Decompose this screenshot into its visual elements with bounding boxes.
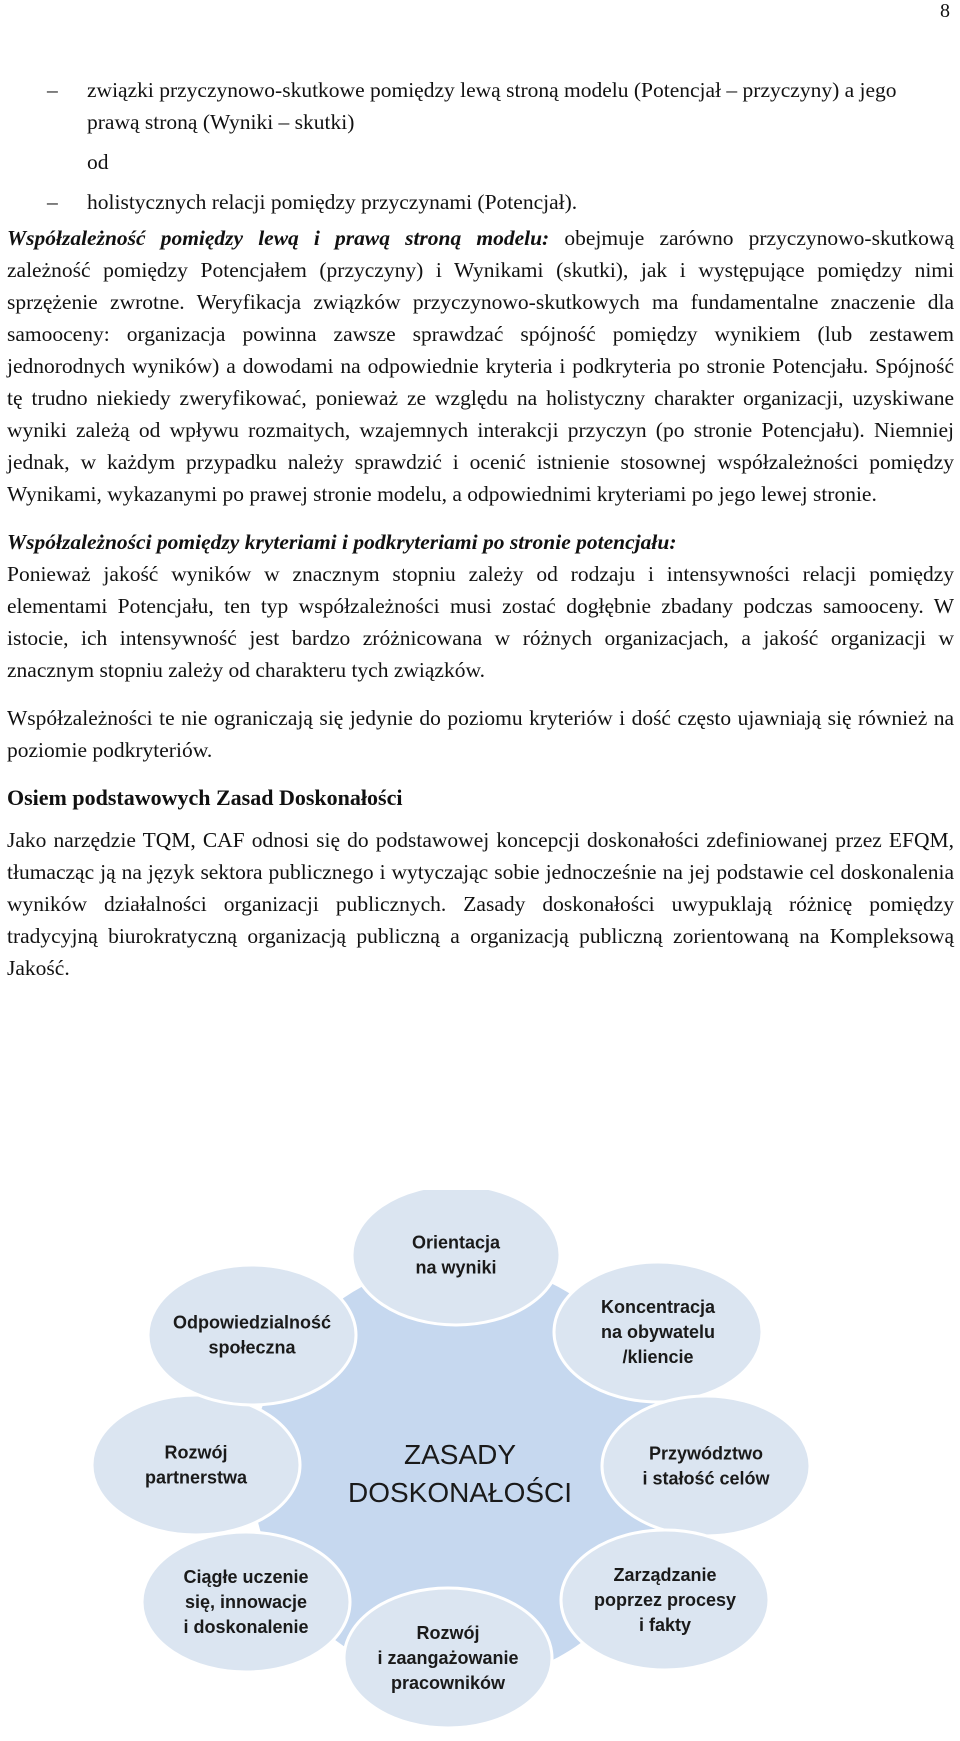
paragraph-text: Ponieważ jakość wyników w znacznym stopniu zależy od rodzaju i intensywności relacji pomiędzy elementami Potencjału, ten typ współzależności musi zostać dogłębnie zbadany podczas samooceny. W istocie, ich intensywność jest bardzo zróżnicowana w różnych organizacjach, a jakość organizacji w znacznym stopniu zależy od charakteru tych związków. bbox=[7, 562, 954, 682]
principle-label: i fakty bbox=[638, 1615, 692, 1635]
paragraph-model-sides bbox=[7, 222, 954, 510]
principle-node bbox=[148, 1265, 356, 1405]
paragraph-text: obejmuje zarówno przyczynowo-skutkową zależność pomiędzy Potencjałem (przyczyny) i Wynikami (skutki), jak i występujące pomiędzy nimi sprzężenie zwrotne. Weryfikacja związków przyczynowo-skutkowych ma fundamentalne znaczenie dla samooceny: organizacja powinna zawsze sprawdzać spójność pomiędzy wynikiem (lub zestawem jednorodnych wyników) a dowodami na odpowiednie kryteria i podkryteria po stronie Potencjału. Spójność tę trudno niekiedy zweryfikować, ponieważ ze względu na holistyczny charakter organizacji, uzyskiwane wyniki zależą od wpływu rozmaitych, wzajemnych interakcji przyczyn (po stronie Potencjału). Niemniej jednak, w każdym przypadku należy sprawdzić i ocenić istnienie stosownej współzależności pomiędzy Wynikami, wykazanymi po prawej stronie modelu, a odpowiednimi kryteriami po jego lewej stronie. bbox=[7, 226, 954, 506]
principle-label: Odpowiedzialność bbox=[172, 1312, 332, 1333]
center-label: ZASADY bbox=[403, 1439, 517, 1470]
principle-label: Zarządzanie bbox=[613, 1565, 717, 1585]
principle-node bbox=[352, 1190, 560, 1325]
list-item-text: holistycznych relacji pomiędzy przyczynami (Potencjał). bbox=[87, 190, 578, 214]
principle-label: pracowników bbox=[390, 1673, 506, 1693]
paragraph-subcriteria: Współzależności te nie ograniczają się jedynie do poziomu kryteriów i dość często ujawniają się również na poziomie podkryteriów. bbox=[7, 706, 954, 762]
principle-node bbox=[142, 1532, 350, 1672]
paragraph-heading: Współzależności pomiędzy kryteriami i podkryteriami po stronie potencjału: bbox=[7, 530, 677, 554]
list-item bbox=[7, 74, 954, 138]
principle-node bbox=[554, 1262, 762, 1402]
principle-label: Rozwój bbox=[416, 1623, 480, 1643]
principle-label: społeczna bbox=[208, 1337, 296, 1358]
excellence-principles-diagram bbox=[0, 1190, 960, 1736]
principle-ellipse bbox=[92, 1395, 300, 1535]
list-dash: – bbox=[47, 190, 58, 214]
principle-node bbox=[602, 1396, 810, 1536]
principle-ellipse bbox=[602, 1396, 810, 1536]
principle-node bbox=[344, 1588, 552, 1728]
principle-label: poprzez procesy bbox=[593, 1590, 737, 1610]
principle-label: się, innowacje bbox=[184, 1592, 308, 1612]
connector-word: od bbox=[87, 150, 109, 174]
paragraph-heading: Współzależność pomiędzy lewą i prawą stroną modelu: bbox=[7, 226, 550, 250]
principle-label: Orientacja bbox=[411, 1232, 501, 1253]
principle-label: i zaangażowanie bbox=[377, 1648, 519, 1668]
principle-node bbox=[561, 1530, 769, 1670]
principle-label: partnerstwa bbox=[144, 1467, 248, 1488]
principle-label: i stałość celów bbox=[642, 1468, 770, 1489]
principle-label: Ciągłe uczenie bbox=[183, 1567, 309, 1587]
paragraph-tqm: Jako narzędzie TQM, CAF odnosi się do podstawowej koncepcji doskonałości zdefiniowanej przez EFQM, tłumacząc ją na język sektora publicznego i wytyczając sobie jednocześnie na jej podstawie cel doskonalenia wyników działalności organizacji publicznych. Zasady doskonałości uwypuklają różnicę pomiędzy tradycyjną biurokratyczną organizacją publiczną a organizacją publiczną zorientowaną na Kompleksową Jakość. bbox=[7, 828, 954, 980]
page-number: 8 bbox=[940, 0, 950, 22]
document-body bbox=[7, 74, 954, 984]
principle-label: /kliencie bbox=[622, 1347, 694, 1367]
list-item-text: związki przyczynowo-skutkowe pomiędzy lewą stroną modelu (Potencjał – przyczyny) a jego prawą stroną (Wyniki – skutki) bbox=[87, 78, 897, 134]
list-dash: – bbox=[47, 78, 58, 102]
principle-label: Koncentracja bbox=[600, 1297, 716, 1317]
principle-ellipse bbox=[148, 1265, 356, 1405]
center-label: DOSKONAŁOŚCI bbox=[347, 1477, 573, 1508]
principle-node bbox=[92, 1395, 300, 1535]
principle-label: i doskonalenie bbox=[183, 1617, 309, 1637]
principle-label: Rozwój bbox=[164, 1442, 228, 1463]
principle-label: Przywództwo bbox=[648, 1443, 764, 1464]
list-item bbox=[7, 186, 954, 218]
principle-label: na obywatelu bbox=[600, 1322, 716, 1342]
diagram-canvas bbox=[0, 1190, 960, 1736]
section-title: Osiem podstawowych Zasad Doskonałości bbox=[7, 785, 403, 810]
principle-label: na wyniki bbox=[415, 1257, 497, 1278]
paragraph-potential-criteria bbox=[7, 526, 954, 686]
